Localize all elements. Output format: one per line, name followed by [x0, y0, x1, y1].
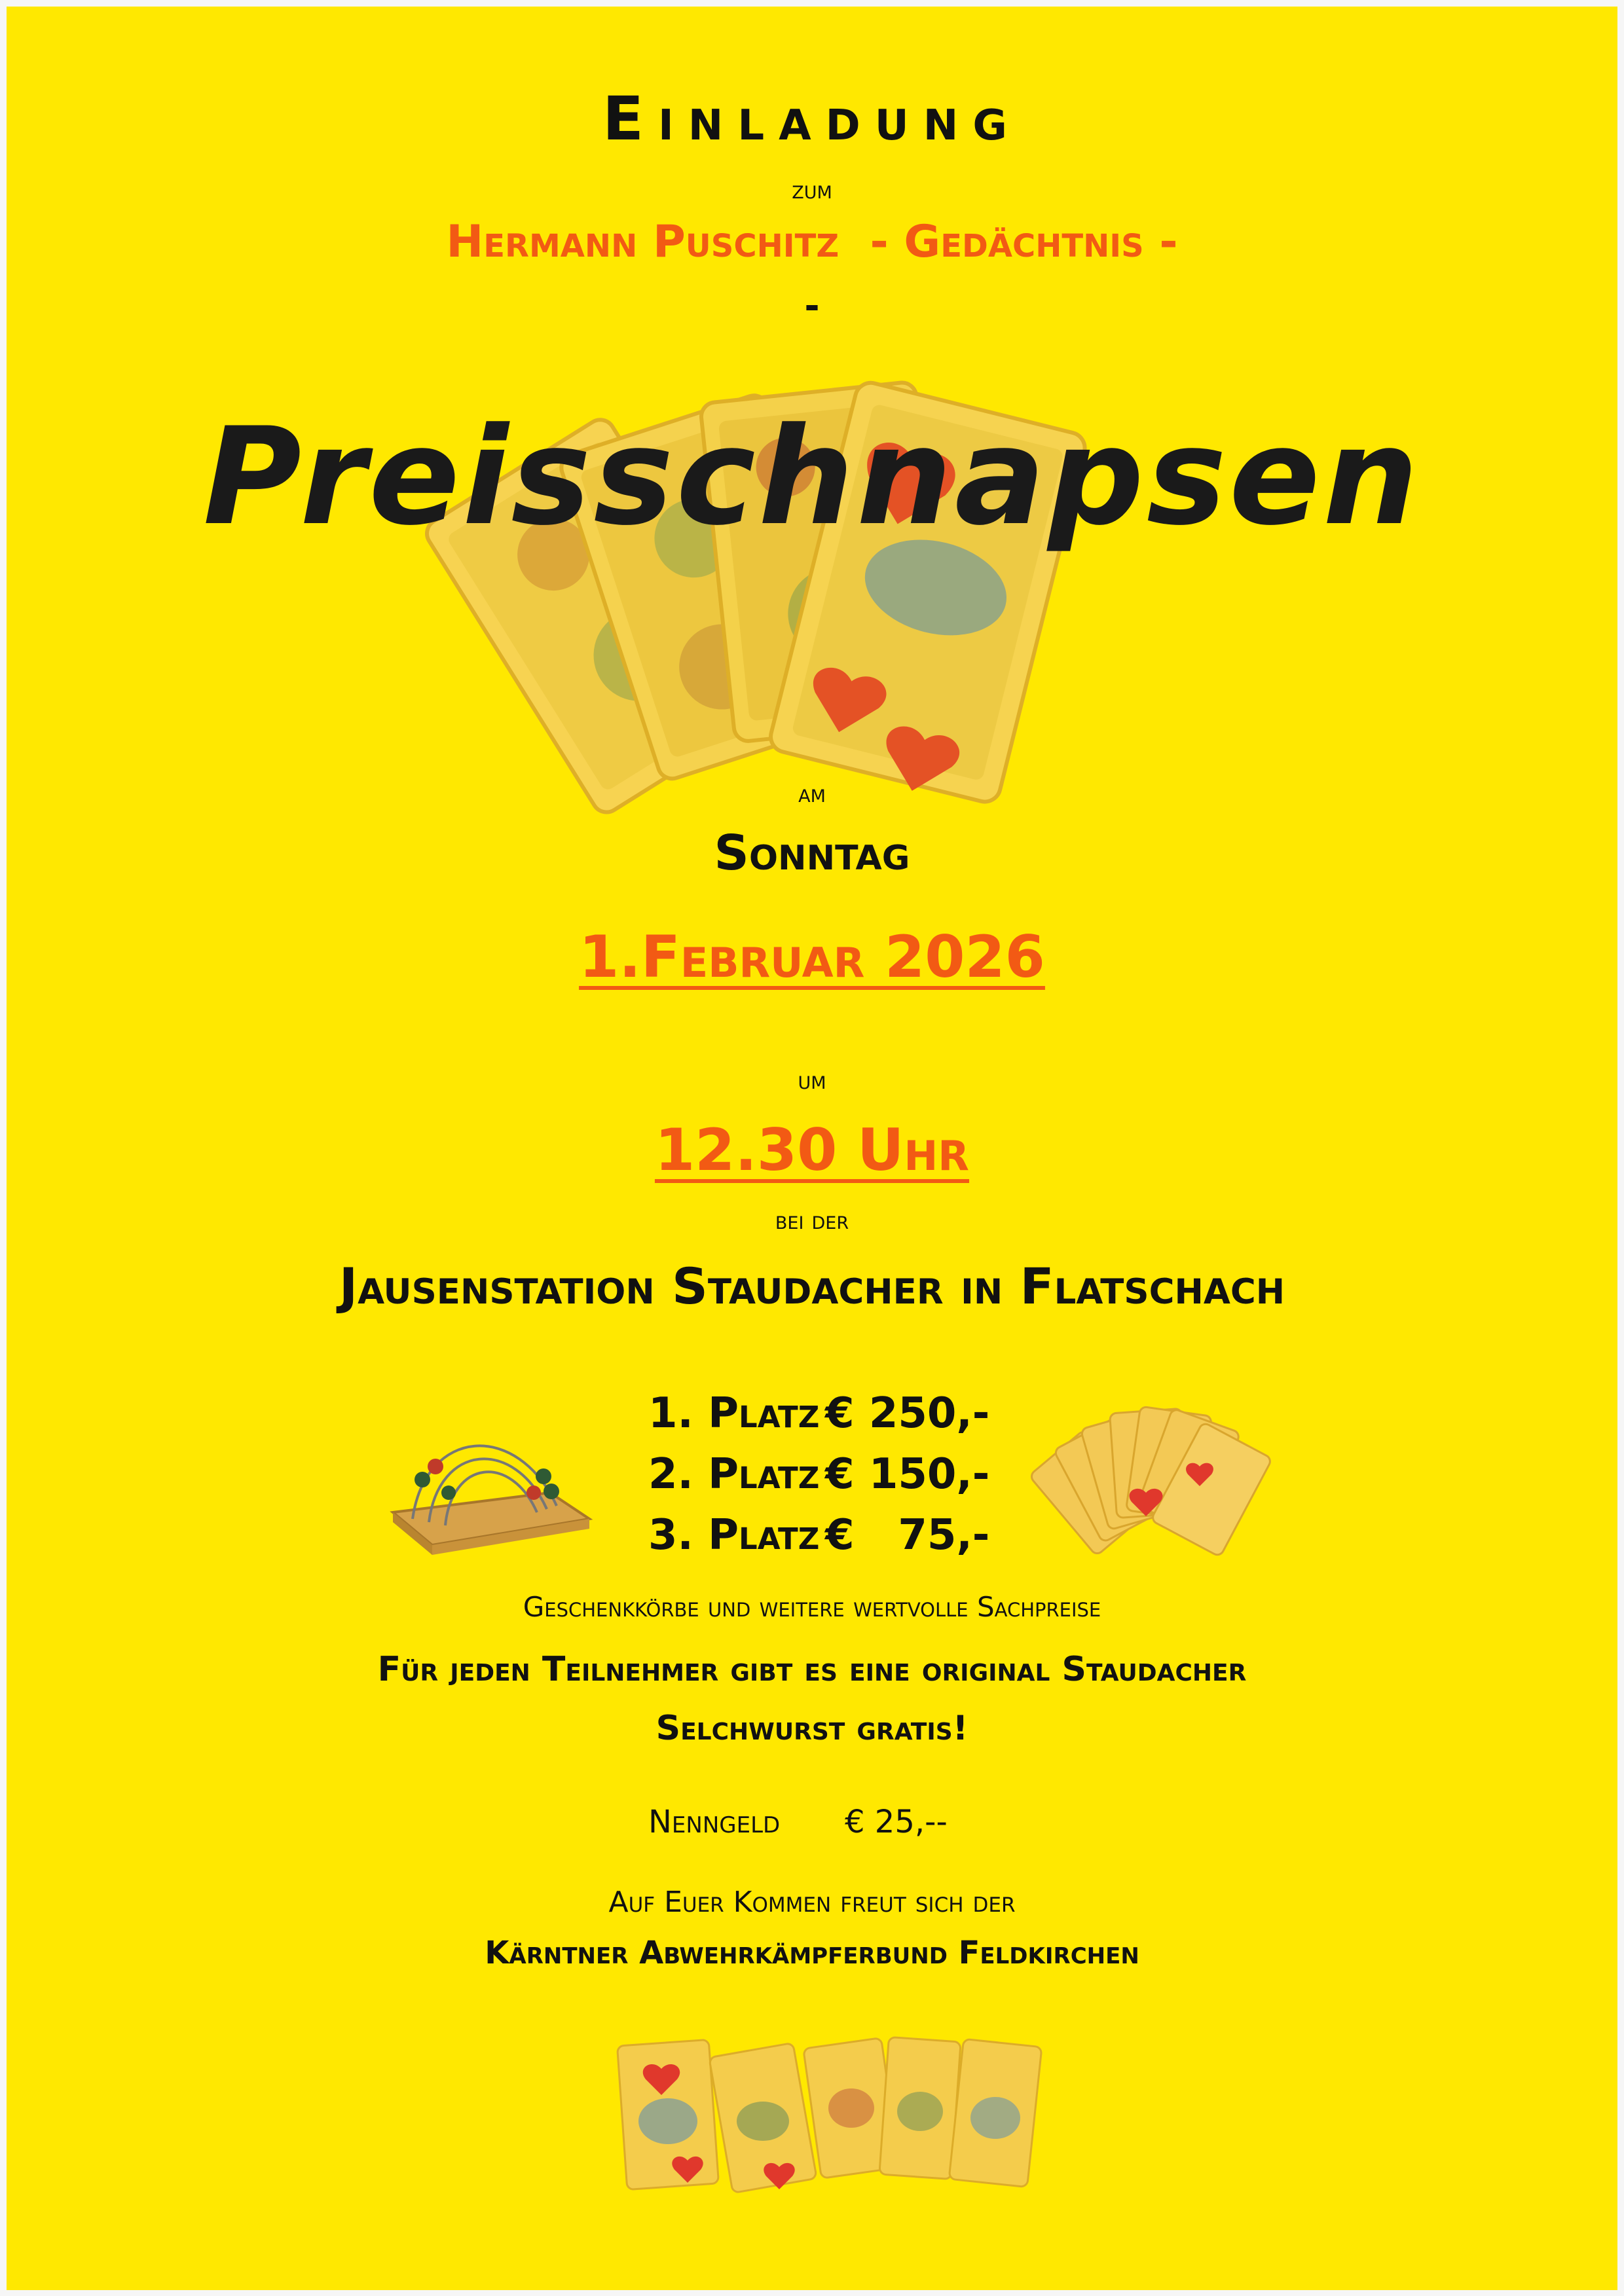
- prize-row: [648, 1450, 1041, 1499]
- prize-row: [648, 1389, 1041, 1438]
- prize-amount: € 250,-: [825, 1389, 990, 1438]
- prize-amount: € 75,-: [825, 1511, 990, 1559]
- separator-dash: -: [804, 285, 820, 327]
- zum-label: zum: [792, 175, 832, 204]
- organizer: Kärntner Abwehrkämpferbund Feldkirchen: [485, 1935, 1139, 1971]
- entry-fee-label: Nenngeld: [648, 1804, 781, 1840]
- venue: Jausenstation Staudacher in Flatschach: [339, 1257, 1285, 1315]
- score-counter-illustration: [386, 1414, 596, 1565]
- prize-row: [648, 1511, 1041, 1559]
- prize-baskets-note: Geschenkkörbe und weitere wertvolle Sachpreise: [523, 1591, 1101, 1623]
- bei-der-label: bei der: [775, 1206, 849, 1235]
- invitation-heading: Einladung: [602, 84, 1022, 154]
- sausage-note-line-2: Selchwurst gratis!: [655, 1709, 969, 1748]
- poster-sheet: [7, 7, 1617, 2290]
- sausage-note-line-1: Für jeden Teilnehmer gibt es eine original Staudacher: [377, 1650, 1247, 1689]
- entry-fee-amount: € 25,--: [845, 1804, 948, 1840]
- prize-place: 2. Platz: [648, 1450, 820, 1499]
- card-row-illustration: [616, 2023, 1048, 2200]
- event-title: Preisschnapsen: [203, 399, 1421, 555]
- prize-amount: € 150,-: [825, 1450, 990, 1499]
- memorial-title: Hermann Puschitz - Gedächtnis -: [446, 216, 1178, 268]
- closing-line: Auf Euer Kommen freut sich der: [608, 1886, 1016, 1919]
- prize-place: 1. Platz: [648, 1389, 820, 1438]
- card-fan-illustration: [1028, 1394, 1277, 1565]
- event-date: 1.Februar 2026: [579, 923, 1045, 991]
- weekday: Sonntag: [714, 825, 910, 881]
- prize-place: 3. Platz: [648, 1511, 820, 1559]
- event-time: 12.30 Uhr: [654, 1116, 970, 1184]
- entry-fee: [648, 1804, 1041, 1840]
- um-label: um: [798, 1066, 826, 1095]
- am-label: am: [798, 779, 826, 808]
